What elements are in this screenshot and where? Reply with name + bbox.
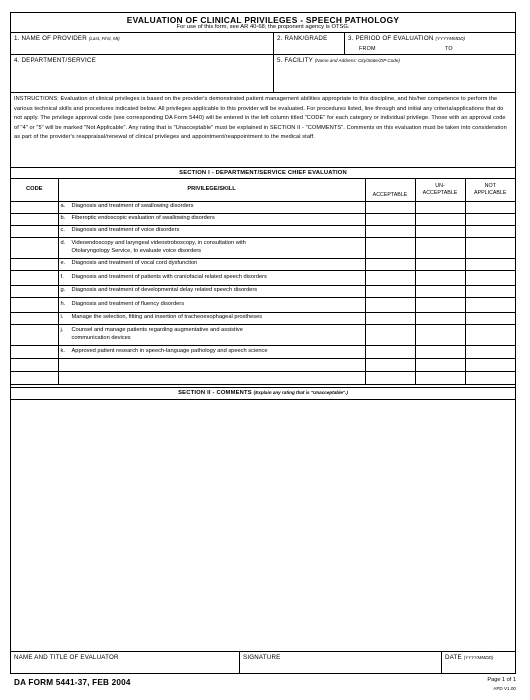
unacceptable-cell[interactable] — [415, 312, 465, 324]
table-row — [11, 258, 515, 270]
acceptable-header-text: ACCEPTABLE — [372, 191, 408, 198]
unacceptable-cell[interactable] — [415, 270, 465, 285]
privilege-cell — [58, 225, 365, 237]
code-cell[interactable] — [11, 358, 58, 371]
item-letter: h. — [60, 300, 66, 307]
privilege-cell — [58, 345, 365, 358]
unacceptable-cell[interactable] — [415, 285, 465, 297]
code-cell[interactable] — [11, 237, 58, 258]
evaluation-period-hint: (YYYYMMDD) — [435, 36, 466, 41]
code-cell[interactable] — [11, 285, 58, 297]
provider-name-field[interactable] — [11, 33, 273, 54]
table-row — [11, 237, 515, 258]
unacceptable-cell[interactable] — [415, 225, 465, 237]
section-2-hint: (Explain any rating that is "Unacceptable".) — [253, 390, 348, 395]
item-text: Diagnosis and treatment of swallowing disorders — [71, 203, 194, 210]
unacceptable-cell[interactable] — [415, 371, 465, 384]
not-applicable-cell[interactable] — [465, 270, 515, 285]
section-1-header — [11, 168, 515, 179]
date-field[interactable] — [441, 652, 515, 673]
provider-name-hint: (Last, First, MI) — [88, 36, 120, 41]
code-cell[interactable] — [11, 297, 58, 312]
acceptable-cell[interactable] — [365, 312, 415, 324]
table-row — [11, 225, 515, 237]
privilege-cell — [58, 213, 365, 225]
instructions-block — [11, 93, 515, 168]
not-applicable-cell[interactable] — [465, 213, 515, 225]
item-letter: g. — [60, 287, 66, 294]
item-text: Counsel and manage patients regarding augmentative and assistive — [71, 326, 243, 333]
item-letter: i. — [60, 314, 64, 321]
identity-row — [11, 33, 515, 55]
not-applicable-cell[interactable] — [465, 297, 515, 312]
acceptable-cell[interactable] — [365, 225, 415, 237]
not-applicable-cell[interactable] — [465, 225, 515, 237]
not-applicable-cell[interactable] — [465, 201, 515, 213]
table-row — [11, 285, 515, 297]
privilege-cell — [58, 312, 365, 324]
acceptable-cell[interactable] — [365, 270, 415, 285]
item-letter: f. — [60, 273, 64, 280]
unacceptable-cell[interactable] — [415, 297, 465, 312]
unacceptable-cell[interactable] — [415, 258, 465, 270]
facility-label: 5. FACILITY — [277, 57, 313, 64]
privilege-cell — [58, 270, 365, 285]
page-indicator: Page 1 of 1 — [487, 677, 516, 683]
evaluation-period-field[interactable] — [344, 33, 515, 54]
section-1-title: SECTION I - DEPARTMENT/SERVICE CHIEF EVALUATION — [179, 170, 347, 176]
table-row — [11, 201, 515, 213]
acceptable-cell[interactable] — [365, 285, 415, 297]
not-applicable-column-header — [465, 179, 515, 201]
table-row — [11, 270, 515, 285]
signature-row — [11, 652, 515, 673]
date-label: DATE — [445, 654, 462, 661]
section-2-header — [11, 388, 515, 400]
table-row-blank — [11, 371, 515, 384]
code-cell[interactable] — [11, 345, 58, 358]
period-to-label: TO — [445, 46, 453, 52]
form-header — [11, 13, 515, 33]
date-hint: (YYYYMMDD) — [463, 655, 494, 660]
not-applicable-cell[interactable] — [465, 324, 515, 345]
item-letter: a. — [60, 203, 66, 210]
unacceptable-header-line1: UN- — [435, 182, 445, 189]
code-cell[interactable] — [11, 258, 58, 270]
privileges-table-region — [11, 179, 515, 388]
table-row — [11, 324, 515, 345]
form-title: EVALUATION OF CLINICAL PRIVILEGES - SPEECH PATHOLOGY — [126, 15, 400, 25]
section-2-title: SECTION II - COMMENTS — [178, 390, 252, 396]
item-text: Videoendoscopy and laryngeal videostroboscopy, in consultation with — [71, 239, 246, 246]
item-letter: j. — [60, 326, 64, 333]
privilege-cell — [58, 297, 365, 312]
item-letter: e. — [60, 260, 66, 267]
item-text: Approved patient research in speech-language pathology and speech science — [71, 347, 268, 354]
acceptable-cell[interactable] — [365, 237, 415, 258]
privileges-table — [11, 179, 515, 385]
not-applicable-cell[interactable] — [465, 358, 515, 371]
rank-grade-field[interactable] — [273, 33, 344, 54]
code-cell[interactable] — [11, 201, 58, 213]
privilege-cell — [58, 237, 365, 258]
not-applicable-cell[interactable] — [465, 258, 515, 270]
acceptable-cell[interactable] — [365, 358, 415, 371]
not-applicable-cell[interactable] — [465, 371, 515, 384]
privilege-cell — [58, 201, 365, 213]
signature-field[interactable] — [239, 652, 441, 673]
facility-hint: (Name and Address: City/State/ZIP Code) — [314, 58, 400, 63]
unacceptable-cell[interactable] — [415, 358, 465, 371]
privilege-cell — [58, 258, 365, 270]
code-cell[interactable] — [11, 312, 58, 324]
privilege-cell — [58, 285, 365, 297]
item-letter: b. — [60, 215, 66, 222]
evaluation-period-label: 3. PERIOD OF EVALUATION — [348, 35, 434, 42]
privilege-cell — [58, 324, 365, 345]
table-row — [11, 312, 515, 324]
not-applicable-cell[interactable] — [465, 237, 515, 258]
privilege-column-header: PRIVILEGE/SKILL — [58, 179, 365, 201]
code-cell[interactable] — [11, 213, 58, 225]
evaluator-name-field[interactable] — [11, 652, 239, 673]
privilege-cell[interactable] — [58, 358, 365, 371]
unacceptable-cell[interactable] — [415, 324, 465, 345]
evaluation-form — [10, 12, 516, 674]
table-row — [11, 345, 515, 358]
evaluator-name-label: NAME AND TITLE OF EVALUATOR — [14, 654, 119, 661]
form-number: DA FORM 5441-37, FEB 2004 — [14, 678, 131, 687]
not-applicable-cell[interactable] — [465, 312, 515, 324]
acceptable-cell[interactable] — [365, 201, 415, 213]
acceptable-cell[interactable] — [365, 213, 415, 225]
acceptable-cell[interactable] — [365, 324, 415, 345]
item-text: Fiberoptic endoscopic evaluation of swallowing disorders — [71, 215, 215, 222]
not-applicable-header-line2: APPLICABLE — [474, 189, 507, 196]
unacceptable-cell[interactable] — [415, 213, 465, 225]
item-letter: k. — [60, 347, 65, 354]
item-text-continued: communication devices — [71, 334, 131, 341]
not-applicable-cell[interactable] — [465, 345, 515, 358]
item-text: Manage the selection, fitting and insertion of tracheoesophageal prostheses — [71, 314, 263, 321]
table-row — [11, 297, 515, 312]
privilege-cell[interactable] — [58, 371, 365, 384]
code-column-header: CODE — [11, 179, 58, 201]
item-text: Diagnosis and treatment of fluency disorders — [71, 300, 185, 307]
item-text: Diagnosis and treatment of vocal cord dysfunction — [71, 260, 198, 267]
acceptable-cell[interactable] — [365, 371, 415, 384]
department-row — [11, 55, 515, 93]
unacceptable-cell[interactable] — [415, 201, 465, 213]
code-cell[interactable] — [11, 371, 58, 384]
department-label: 4. DEPARTMENT/SERVICE — [14, 57, 96, 64]
acceptable-cell[interactable] — [365, 297, 415, 312]
version-label: APD V1.00 — [493, 686, 516, 691]
provider-name-label: 1. NAME OF PROVIDER — [14, 35, 87, 42]
acceptable-cell[interactable] — [365, 258, 415, 270]
table-row-blank — [11, 358, 515, 371]
item-letter: c. — [60, 227, 65, 234]
not-applicable-header-line1: NOT — [484, 182, 496, 189]
unacceptable-cell[interactable] — [415, 237, 465, 258]
facility-field[interactable] — [273, 55, 515, 92]
code-cell[interactable] — [11, 324, 58, 345]
item-text: Diagnosis and treatment of voice disorders — [71, 227, 180, 234]
item-text: Diagnosis and treatment of developmental delay related speech disorders — [71, 287, 258, 294]
item-text-continued: Otolaryngology Service, to evaluate voice disorders — [71, 247, 202, 254]
signature-label: SIGNATURE — [243, 654, 281, 661]
table-header-row — [11, 179, 515, 201]
comments-field[interactable] — [11, 400, 515, 652]
item-text: Diagnosis and treatment of patients with craniofacial related speech disorders — [71, 273, 267, 280]
not-applicable-cell[interactable] — [465, 285, 515, 297]
code-cell[interactable] — [11, 225, 58, 237]
code-cell[interactable] — [11, 270, 58, 285]
form-subtitle: For use of this form, see AR 40-68; the proponent agency is OTSG. — [176, 24, 350, 30]
acceptable-column-header — [365, 179, 415, 201]
acceptable-cell[interactable] — [365, 345, 415, 358]
item-letter: d. — [60, 239, 66, 246]
unacceptable-header-line2: ACCEPTABLE — [422, 189, 458, 196]
table-row — [11, 213, 515, 225]
period-from-label: FROM — [359, 46, 376, 52]
department-field[interactable] — [11, 55, 273, 92]
instructions-text: INSTRUCTIONS: Evaluation of clinical privileges is based on the provider's demonstrated patient management abilities appropriate to this discipline, and his/her competence to perform the various technical skills and procedures indicated below. All privileges applicable to this provider will be evaluated. For procedures listed, line through and initial any criteria/applications that do not apply. The privilege approval code (see corresponding DA Form 5440) will be entered in the left column titled "CODE" for each category or individual privilege. Those with an approval code of "4" or "5" will be marked "Not Applicable". Any rating that is "Unacceptable" must be explained in SECTION II - "COMMENTS". Comments on this evaluation must be taken into consideration as part of the provider's reappraisal/renewal of clinical privileges and appointment/reappointment to the medical staff. — [14, 96, 507, 141]
unacceptable-column-header — [415, 179, 465, 201]
unacceptable-cell[interactable] — [415, 345, 465, 358]
rank-grade-label: 2. RANK/GRADE — [277, 35, 328, 42]
